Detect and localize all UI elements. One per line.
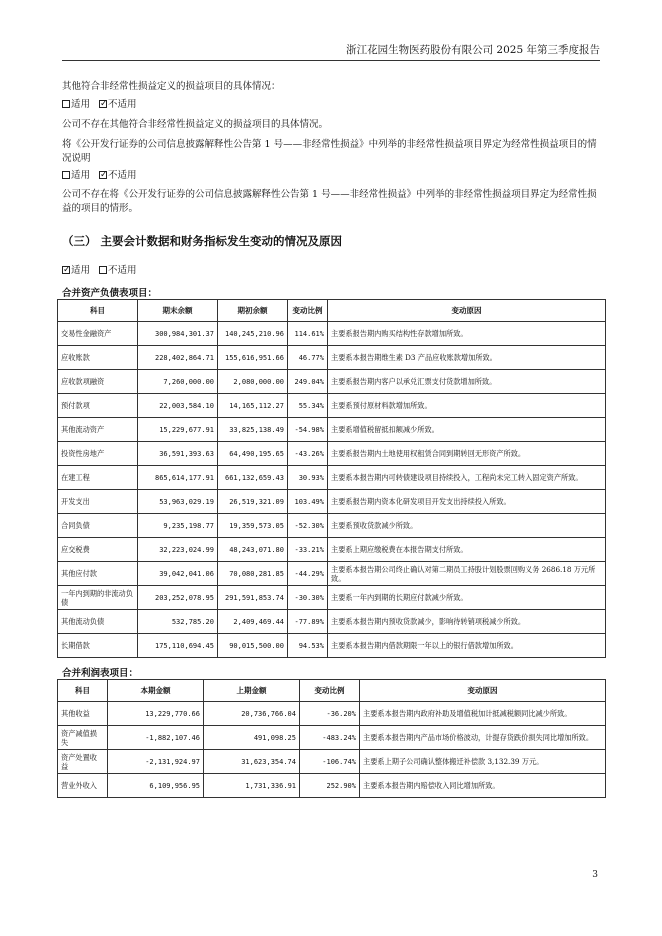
reason-cell: 主要系报告期内资本化研发项目开发支出持续投入所致。 xyxy=(328,490,606,514)
column-header: 变动原因 xyxy=(360,680,606,702)
table-header-row xyxy=(58,300,606,322)
table-row xyxy=(58,466,606,490)
table-row xyxy=(58,750,606,774)
unchecked-box-icon xyxy=(62,100,70,108)
page-number: 3 xyxy=(592,870,598,880)
item-cell: 长期借款 xyxy=(58,634,138,658)
begin-balance-cell: 661,132,659.43 xyxy=(218,466,288,490)
begin-balance-cell: 33,825,138.49 xyxy=(218,418,288,442)
change-ratio-cell: 30.93% xyxy=(288,466,328,490)
item-cell: 应收账款 xyxy=(58,346,138,370)
option-row-1: 适用 ✓ 不适用 xyxy=(62,98,600,112)
begin-balance-cell: 31,623,354.74 xyxy=(204,750,300,774)
begin-balance-cell: 70,080,281.85 xyxy=(218,562,288,586)
item-cell: 资产处置收益 xyxy=(58,750,108,774)
begin-balance-cell: 2,080,000.00 xyxy=(218,370,288,394)
column-header: 变动原因 xyxy=(328,300,606,322)
paragraph-other-items: 其他符合非经常性损益定义的损益项目的具体情况： xyxy=(62,81,281,92)
end-balance-cell: 203,252,078.95 xyxy=(138,586,218,610)
table-row xyxy=(58,442,606,466)
end-balance-cell: 865,614,177.91 xyxy=(138,466,218,490)
reason-cell: 主要系本报告期公司终止确认对第二期员工持股计划股票回购义务 2686.18 万元所致。 xyxy=(328,562,606,586)
change-ratio-cell: -54.98% xyxy=(288,418,328,442)
table-row xyxy=(58,634,606,658)
change-ratio-cell: 103.49% xyxy=(288,490,328,514)
column-header: 变动比例 xyxy=(288,300,328,322)
change-ratio-cell: 249.04% xyxy=(288,370,328,394)
item-cell: 交易性金融资产 xyxy=(58,322,138,346)
change-ratio-cell: 94.53% xyxy=(288,634,328,658)
checked-box-icon xyxy=(99,171,107,179)
end-balance-cell: 36,591,393.63 xyxy=(138,442,218,466)
income-statement-title: 合并利润表项目： xyxy=(62,668,139,679)
reason-cell: 主要系报告期内土地使用权租赁合同到期转回无形资产所致。 xyxy=(328,442,606,466)
end-balance-cell: 300,984,301.37 xyxy=(138,322,218,346)
begin-balance-cell: 90,015,500.00 xyxy=(218,634,288,658)
balance-sheet-title: 合并资产负债表项目： xyxy=(62,288,158,299)
change-ratio-cell: -483.24% xyxy=(300,726,360,750)
end-balance-cell: 39,042,041.06 xyxy=(138,562,218,586)
change-ratio-cell: -33.21% xyxy=(288,538,328,562)
item-cell: 投资性房地产 xyxy=(58,442,138,466)
item-cell: 应收款项融资 xyxy=(58,370,138,394)
reason-cell: 主要系本报告期内可转债建设项目持续投入，工程尚未完工转入固定资产所致。 xyxy=(328,466,606,490)
reason-cell: 主要系增值税留抵扣额减少所致。 xyxy=(328,418,606,442)
item-cell: 其他流动资产 xyxy=(58,418,138,442)
item-cell: 营业外收入 xyxy=(58,774,108,798)
item-cell: 应交税费 xyxy=(58,538,138,562)
table-row xyxy=(58,538,606,562)
column-header: 上期金额 xyxy=(204,680,300,702)
change-ratio-cell: 55.34% xyxy=(288,394,328,418)
column-header: 变动比例 xyxy=(300,680,360,702)
begin-balance-cell: 48,243,071.80 xyxy=(218,538,288,562)
end-balance-cell: 32,223,024.99 xyxy=(138,538,218,562)
item-cell: 合同负债 xyxy=(58,514,138,538)
column-header: 期初余额 xyxy=(218,300,288,322)
reason-cell: 主要系上期应缴税费在本报告期支付所致。 xyxy=(328,538,606,562)
section-title: （三） 主要会计数据和财务指标发生变动的情况及原因 xyxy=(62,234,343,248)
reason-cell: 主要系预收货款减少所致。 xyxy=(328,514,606,538)
item-cell: 其他应付款 xyxy=(58,562,138,586)
begin-balance-cell: 140,245,210.96 xyxy=(218,322,288,346)
reason-cell: 主要系本报告期内产品市场价格波动，计提存货跌价损失同比增加所致。 xyxy=(360,726,606,750)
end-balance-cell: -1,882,107.46 xyxy=(108,726,204,750)
reason-cell: 主要系本报告期内借款期限一年以上的银行借款增加所致。 xyxy=(328,634,606,658)
table-row xyxy=(58,514,606,538)
begin-balance-cell: 291,591,853.74 xyxy=(218,586,288,610)
end-balance-cell: 53,963,029.19 xyxy=(138,490,218,514)
reason-cell: 主要系上期子公司确认整体搬迁补偿款 3,132.39 万元。 xyxy=(360,750,606,774)
begin-balance-cell: 19,359,573.05 xyxy=(218,514,288,538)
begin-balance-cell: 491,098.25 xyxy=(204,726,300,750)
table-header-row xyxy=(58,680,606,702)
column-header: 科目 xyxy=(58,680,108,702)
reason-cell: 主要系本报告期内政府补助及增值税加计抵减税额同比减少所致。 xyxy=(360,702,606,726)
table-row xyxy=(58,610,606,634)
change-ratio-cell: 46.77% xyxy=(288,346,328,370)
option-row-2: 适用 ✓ 不适用 xyxy=(62,169,600,183)
item-cell: 其他收益 xyxy=(58,702,108,726)
table-row xyxy=(58,346,606,370)
item-cell: 开发支出 xyxy=(58,490,138,514)
column-header: 本期金额 xyxy=(108,680,204,702)
income-statement-table xyxy=(57,679,606,798)
begin-balance-cell: 2,409,469.44 xyxy=(218,610,288,634)
reason-cell: 主要系本报告期维生素 D3 产品应收账款增加所致。 xyxy=(328,346,606,370)
change-ratio-cell: -106.74% xyxy=(300,750,360,774)
change-ratio-cell: -30.30% xyxy=(288,586,328,610)
reason-cell: 主要系预付原材料款增加所致。 xyxy=(328,394,606,418)
item-cell: 一年内到期的非流动负债 xyxy=(58,586,138,610)
item-cell: 其他流动负债 xyxy=(58,610,138,634)
end-balance-cell: 6,109,956.95 xyxy=(108,774,204,798)
begin-balance-cell: 1,731,336.91 xyxy=(204,774,300,798)
end-balance-cell: 532,785.20 xyxy=(138,610,218,634)
item-cell: 资产减值损失 xyxy=(58,726,108,750)
unchecked-box-icon xyxy=(99,266,107,274)
page-header xyxy=(62,42,600,61)
unchecked-box-icon xyxy=(62,171,70,179)
table-row xyxy=(58,370,606,394)
table-row xyxy=(58,774,606,798)
item-cell: 预付款项 xyxy=(58,394,138,418)
begin-balance-cell: 26,519,321.09 xyxy=(218,490,288,514)
end-balance-cell: -2,131,924.97 xyxy=(108,750,204,774)
begin-balance-cell: 155,616,951.66 xyxy=(218,346,288,370)
checked-box-icon xyxy=(99,100,107,108)
change-ratio-cell: 114.61% xyxy=(288,322,328,346)
table-row xyxy=(58,562,606,586)
end-balance-cell: 22,003,584.10 xyxy=(138,394,218,418)
paragraph-no-other-items: 公司不存在其他符合非经常性损益定义的损益项目的具体情况。 xyxy=(62,119,329,130)
report-title: 浙江花园生物医药股份有限公司 2025 年第三季度报告 xyxy=(346,44,600,56)
end-balance-cell: 228,402,864.71 xyxy=(138,346,218,370)
change-ratio-cell: -77.89% xyxy=(288,610,328,634)
begin-balance-cell: 64,490,195.65 xyxy=(218,442,288,466)
paragraph-classification-note: 将《公开发行证券的公司信息披露解释性公告第 1 号——非经常性损益》中列举的非经常性损益项目界定为经常性损益项目的情况说明 xyxy=(62,139,597,164)
begin-balance-cell: 20,736,766.04 xyxy=(204,702,300,726)
table-row xyxy=(58,322,606,346)
table-row xyxy=(58,418,606,442)
column-header: 科目 xyxy=(58,300,138,322)
balance-sheet-table xyxy=(57,299,606,658)
checked-box-icon xyxy=(62,266,70,274)
change-ratio-cell: -43.26% xyxy=(288,442,328,466)
table-row xyxy=(58,490,606,514)
begin-balance-cell: 14,165,112.27 xyxy=(218,394,288,418)
reason-cell: 主要系本报告期内赔偿收入同比增加所致。 xyxy=(360,774,606,798)
option-row-3: ✓适用 不适用 xyxy=(62,264,600,278)
end-balance-cell: 9,235,198.77 xyxy=(138,514,218,538)
table-row xyxy=(58,702,606,726)
reason-cell: 主要系一年内到期的长期应付款减少所致。 xyxy=(328,586,606,610)
column-header: 期末余额 xyxy=(138,300,218,322)
table-row xyxy=(58,394,606,418)
item-cell: 在建工程 xyxy=(58,466,138,490)
paragraph-no-classification: 公司不存在将《公开发行证券的公司信息披露解释性公告第 1 号——非经常性损益》中列举的非经常性损益项目界定为经常性损益的项目的情形。 xyxy=(62,189,597,214)
end-balance-cell: 175,110,694.45 xyxy=(138,634,218,658)
end-balance-cell: 15,229,677.91 xyxy=(138,418,218,442)
change-ratio-cell: 252.90% xyxy=(300,774,360,798)
reason-cell: 主要系报告期内购买结构性存款增加所致。 xyxy=(328,322,606,346)
end-balance-cell: 7,260,000.00 xyxy=(138,370,218,394)
change-ratio-cell: -52.30% xyxy=(288,514,328,538)
reason-cell: 主要系本报告期内预收货款减少，影响待转销项税减少所致。 xyxy=(328,610,606,634)
end-balance-cell: 13,229,770.66 xyxy=(108,702,204,726)
table-row xyxy=(58,586,606,610)
change-ratio-cell: -36.20% xyxy=(300,702,360,726)
table-row xyxy=(58,726,606,750)
reason-cell: 主要系报告期内客户以承兑汇票支付货款增加所致。 xyxy=(328,370,606,394)
change-ratio-cell: -44.29% xyxy=(288,562,328,586)
